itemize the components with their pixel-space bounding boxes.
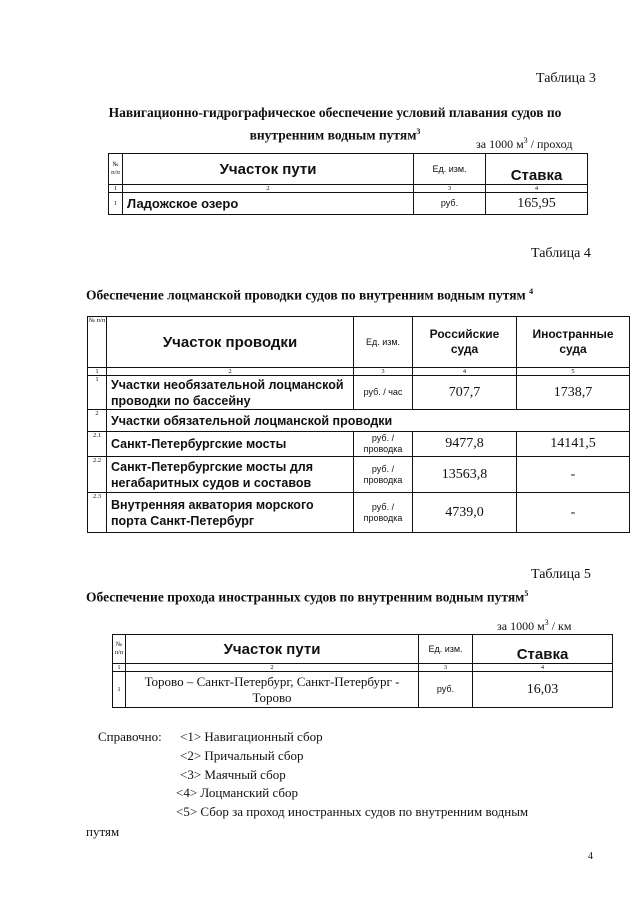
note-item: <3> Маячный сбор: [180, 767, 286, 782]
table4-colnum: 1: [88, 368, 107, 376]
table3-header-num: № п/п: [109, 154, 123, 185]
row-unit: руб. / проводка: [354, 432, 413, 457]
note-item: <2> Причальный сбор: [180, 748, 304, 763]
table3-label: Таблица 3: [536, 71, 596, 86]
notes-prefix: Справочно:: [98, 729, 162, 744]
row-num: 1: [109, 193, 123, 215]
table-row: [88, 493, 630, 533]
row-unit: руб. / проводка: [354, 457, 413, 493]
row-segment: Санкт-Петербургские мосты для негабаритных судов и составов: [107, 457, 354, 493]
table5-colnum: 3: [419, 664, 473, 672]
table5-colnum: 4: [473, 664, 613, 672]
note-item: <5> Сбор за проход иностранных судов по внутренним водным: [176, 804, 529, 819]
note-item: <1> Навигационный сбор: [180, 729, 323, 744]
row-num: 1: [113, 672, 126, 708]
table5: [112, 634, 613, 708]
row-num: 2.1: [88, 432, 107, 457]
table5-unit: за 1000 $м^3$ / км: [497, 618, 572, 633]
row-num: 2.2: [88, 457, 107, 493]
note-item: <4> Лоцманский сбор: [176, 785, 299, 800]
table5-header-segment: Участок пути: [126, 635, 419, 664]
table4-colnum: 3: [354, 368, 413, 376]
row-russian: 707,7: [413, 376, 517, 410]
table-row: [113, 672, 613, 708]
page-number: 4: [588, 851, 593, 862]
table5-header-unit: Ед. изм.: [419, 635, 473, 664]
table4: [87, 316, 630, 533]
row-segment: Торово – Санкт-Петербург, Санкт-Петербург - Торово: [126, 672, 419, 708]
table5-header-rate: Ставка: [473, 635, 613, 664]
row-num: 2: [88, 410, 107, 432]
table5-colnum: 2: [126, 664, 419, 672]
row-rate: 165,95: [486, 193, 588, 215]
table4-header-num: № п/п: [88, 317, 107, 368]
table3-colnum: 3: [414, 185, 486, 193]
row-segment: Внутренняя акватория морского порта Санкт-Петербург: [107, 493, 354, 533]
table3-header-segment: Участок пути: [123, 154, 414, 185]
row-russian: 4739,0: [413, 493, 517, 533]
row-segment: Участки необязательной лоцманской проводки по бассейну: [107, 376, 354, 410]
row-segment: Санкт-Петербургские мосты: [107, 432, 354, 457]
table4-colnum: 5: [517, 368, 630, 376]
table5-label: Таблица 5: [531, 567, 591, 582]
table-row: [88, 457, 630, 493]
table4-label: Таблица 4: [531, 246, 591, 261]
table3-colnum: 2: [123, 185, 414, 193]
table3-header-unit: Ед. изм.: [414, 154, 486, 185]
table3: [108, 153, 588, 215]
row-section-heading: Участки обязательной лоцманской проводки: [107, 410, 630, 432]
table4-header-unit: Ед. изм.: [354, 317, 413, 368]
table5-header-num: № п/п: [113, 635, 126, 664]
row-segment: Ладожское озеро: [123, 193, 414, 215]
table3-title-line2: внутренним водным путям$^3$: [249, 127, 421, 143]
table3-title-line1: Навигационно-гидрографическое обеспечение условий плавания судов по: [108, 105, 562, 120]
table-row: [88, 376, 630, 410]
table3-colnum: 1: [109, 185, 123, 193]
row-foreign: -: [517, 457, 630, 493]
row-rate: 16,03: [473, 672, 613, 708]
row-foreign: 1738,7: [517, 376, 630, 410]
table-row: [109, 193, 588, 215]
table4-header-foreign: Иностранные суда: [517, 317, 630, 368]
table3-colnum: 4: [486, 185, 588, 193]
row-russian: 9477,8: [413, 432, 517, 457]
table4-colnum: 4: [413, 368, 517, 376]
row-foreign: 14141,5: [517, 432, 630, 457]
table-row: [88, 432, 630, 457]
table4-header-segment: Участок проводки: [107, 317, 354, 368]
row-num: 1: [88, 376, 107, 410]
row-unit: руб.: [419, 672, 473, 708]
table3-header-rate: Ставка: [486, 154, 588, 185]
table4-title: Обеспечение лоцманской проводки судов по внутренним водным путям $^4$: [86, 287, 534, 303]
row-unit: руб.: [414, 193, 486, 215]
row-unit: руб. / час: [354, 376, 413, 410]
note-continuation: путям: [86, 824, 120, 839]
row-russian: 13563,8: [413, 457, 517, 493]
table4-colnum: 2: [107, 368, 354, 376]
row-num: 2.3: [88, 493, 107, 533]
row-foreign: -: [517, 493, 630, 533]
table3-unit: за 1000 $м^3$ / проход: [476, 136, 573, 151]
table5-title: Обеспечение прохода иностранных судов по внутренним водным путям$^5$: [86, 589, 529, 605]
table-row: [88, 410, 630, 432]
table5-colnum: 1: [113, 664, 126, 672]
row-unit: руб. / проводка: [354, 493, 413, 533]
table4-header-russian: Российские суда: [413, 317, 517, 368]
